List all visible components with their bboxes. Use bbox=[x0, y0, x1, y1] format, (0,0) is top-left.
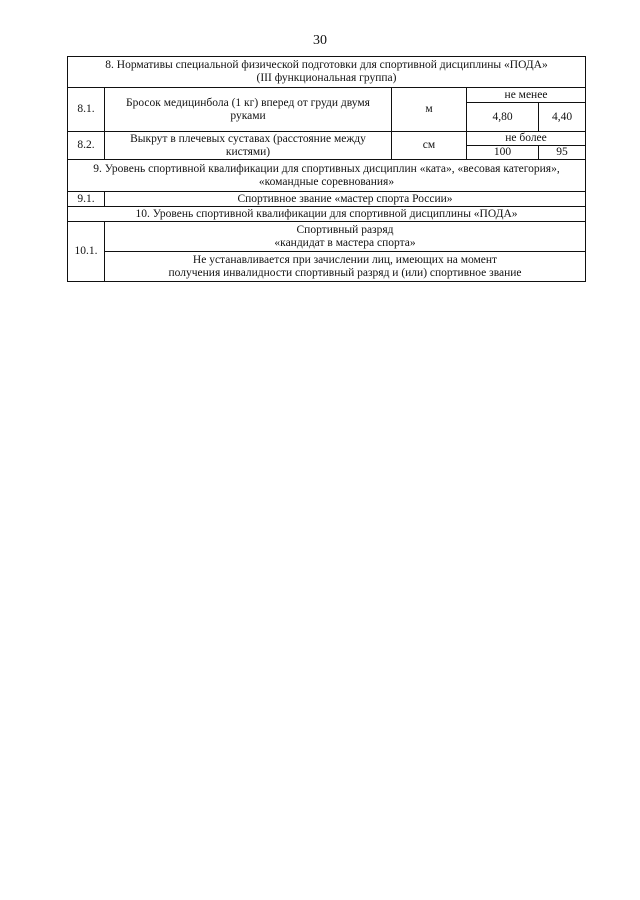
table-row-10-1 bbox=[68, 222, 586, 252]
row-number: 10.1. bbox=[68, 222, 105, 282]
table-row-9-1 bbox=[68, 192, 586, 207]
qualification-line1: Спортивный разряд bbox=[296, 223, 394, 236]
row-number: 8.1. bbox=[68, 88, 105, 132]
qualification-cell: Спортивное звание «мастер спорта России» bbox=[105, 192, 586, 207]
section-8-header-row bbox=[68, 57, 586, 88]
criterion-cell: не более bbox=[467, 132, 586, 146]
criterion-cell: не менее bbox=[467, 88, 586, 103]
exercise-line2: кистями) bbox=[225, 145, 271, 158]
table-row-10-1-note bbox=[68, 252, 586, 282]
note-line2: получения инвалидности спортивный разряд и (или) спортивное звание bbox=[168, 266, 522, 279]
value-male-cell: 4,80 bbox=[467, 103, 539, 132]
table-row-8-1 bbox=[68, 88, 586, 103]
qualification-note-cell bbox=[105, 252, 586, 282]
section-8-title bbox=[68, 57, 586, 88]
section-9-title-line1: 9. Уровень спортивной квалификации для спортивных дисциплин «ката», «весовая категория», bbox=[93, 162, 560, 175]
exercise-line1: Выкрут в плечевых суставах (расстояние между bbox=[130, 132, 366, 145]
section-9-title bbox=[68, 160, 586, 192]
value-male-cell: 100 bbox=[467, 146, 539, 160]
value-female-cell: 4,40 bbox=[539, 103, 586, 132]
unit-cell: м bbox=[392, 88, 467, 132]
section-8-title-line2: (III функциональная группа) bbox=[256, 72, 397, 84]
section-9-title-line2: «командные соревнования» bbox=[258, 175, 395, 188]
exercise-cell bbox=[105, 132, 392, 160]
note-line1: Не устанавливается при зачислении лиц, имеющих на момент bbox=[192, 253, 498, 266]
section-10-title: 10. Уровень спортивной квалификации для спортивной дисциплины «ПОДА» bbox=[68, 207, 586, 222]
unit-cell: см bbox=[392, 132, 467, 160]
page-number: 30 bbox=[313, 33, 327, 48]
qualification-cell bbox=[105, 222, 586, 252]
value-female-cell: 95 bbox=[539, 146, 586, 160]
section-9-header-row bbox=[68, 160, 586, 192]
row-number: 9.1. bbox=[68, 192, 105, 207]
exercise-cell bbox=[105, 88, 392, 132]
table-row-8-2 bbox=[68, 132, 586, 146]
norms-table bbox=[67, 56, 586, 282]
qualification-line2: «кандидат в мастера спорта» bbox=[274, 236, 416, 249]
row-number: 8.2. bbox=[68, 132, 105, 160]
section-8-title-line1: 8. Нормативы специальной физической подготовки для спортивной дисциплины «ПОДА» bbox=[105, 59, 548, 71]
section-10-header-row bbox=[68, 207, 586, 222]
exercise-line2: руками bbox=[230, 109, 266, 122]
exercise-line1: Бросок медицинбола (1 кг) вперед от груди двумя bbox=[126, 96, 370, 109]
